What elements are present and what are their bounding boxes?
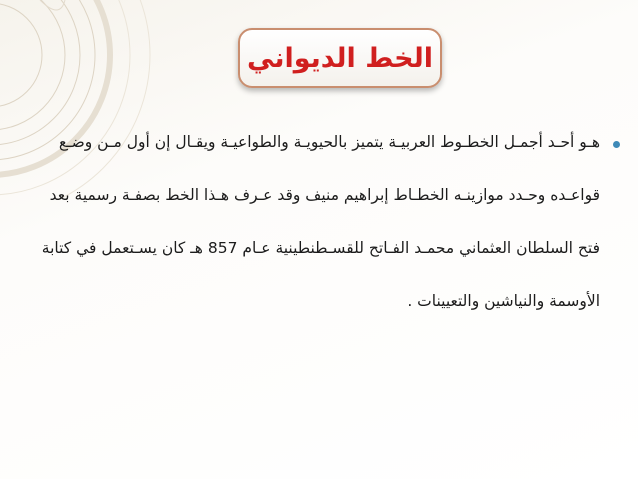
body-line-3: فتح السلطان العثماني محمـد الفـاتح للقسـطنطينية عـام 857 هـ كان يسـتعمل في كتابة bbox=[41, 239, 600, 257]
body-line-4: الأوسمة والنياشين والتعيينات . bbox=[407, 292, 600, 310]
body-line-1: هـو أحـد أجمـل الخطـوط العربيـة يتميز بالحيويـة والطواعيـة ويقـال إن أول مـن وضـع bbox=[58, 133, 600, 151]
body-line-2: قواعـده وحـدد موازينـه الخطـاط إبراهيم منيف وقد عـرف هـذا الخط بصفـة رسمية بعد bbox=[49, 186, 600, 204]
slide-title: الخط الديواني bbox=[247, 42, 433, 74]
body-paragraph bbox=[40, 128, 600, 340]
title-box bbox=[238, 28, 442, 88]
bullet-dot-icon bbox=[613, 141, 620, 148]
